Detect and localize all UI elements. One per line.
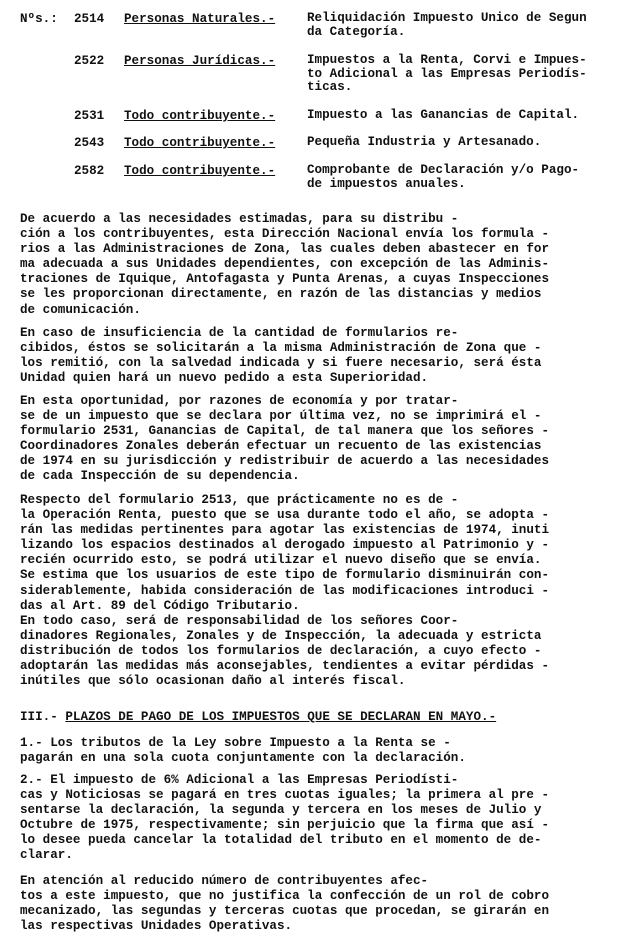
form-number: 2543 [74,136,105,150]
item-3: En atención al reducido número de contribuyentes afec- tos a este impuesto, que no justifica la confección de un rol de cobro mecanizado, las segundas y terceras cuotas que procedan, se girarán en las respectivas Unidades Operativas. [20,874,550,934]
form-description: Comprobante de Declaración y/o Pago- de impuestos anuales. [307,163,580,191]
paragraph-form-2513: Respecto del formulario 2513, que prácticamente no es de - la Operación Renta, puesto que se usa durante todo el año, se adopta - rán las medidas pertinentes para agotar las existencias de 1974, inuti lizando los espacios destinados al derogado impuesto al Patrimonio y - recién ocurrido esto, se podrá utilizar el nuevo diseño que se envía. Se estima que los usuarios de este tipo de formulario disminuirán con- siderablemente, habida consideración de las modificaciones introduci - das al Art. 89 del Código Tributario. [20,493,550,613]
form-category: Todo contribuyente.- [124,109,276,123]
paragraph-insufficiency: En caso de insuficiencia de la cantidad de formularios re- cibidos, éstos se solicitarán a la misma Administración de Zona que - los remitió, con la salvedad indicada y si fuere necesario, será ésta Unidad quien hará un nuevo pedido a esta Superioridad. [20,326,542,386]
section-title: PLAZOS DE PAGO DE LOS IMPUESTOS QUE SE DECLARAN EN MAYO.- [65,710,497,724]
section-heading [20,710,496,724]
form-number: 2522 [74,54,105,68]
form-number: 2531 [74,109,105,123]
paragraph-form-2531: En esta oportunidad, por razones de economía y por tratar- se de un impuesto que se declara por última vez, no se imprimirá el - formulario 2531, Ganancias de Capital, de tal manera que los señores - Coordinadores Zonales deberán efectuar un recuento de las existencias de 1974 en su jurisdicción y redistribuir de acuerdo a las necesidades de cada Inspección de su dependencia. [20,394,550,484]
form-category: Personas Naturales.- [124,12,276,26]
form-number: 2514 [74,12,105,26]
item-2: 2.- El impuesto de 6% Adicional a las Empresas Periodísti- cas y Noticiosas se pagará en tres cuotas iguales; la primera al pre - sentarse la declaración, la segunda y tercera en los meses de Julio y Octubre de 1975, respectivamente; sin perjuicio que la firma que así - lo desee pueda cancelar la totalidad del tributo en el momento de de- clarar. [20,773,550,863]
form-category: Todo contribuyente.- [124,136,276,150]
section-numeral: III.- [20,710,58,724]
form-category: Todo contribuyente.- [124,164,276,178]
form-number: 2582 [74,164,105,178]
form-category: Personas Jurídicas.- [124,54,276,68]
form-number-prefix: Nºs.: [20,12,58,26]
form-description: Impuesto a las Ganancias de Capital. [307,108,580,122]
item-1: 1.- Los tributos de la Ley sobre Impuesto a la Renta se - pagarán en una sola cuota conjuntamente con la declaración. [20,736,466,766]
form-description: Pequeña Industria y Artesanado. [307,135,542,149]
form-description: Reliquidación Impuesto Unico de Segun da Categoría. [307,11,587,39]
paragraph-distribution: De acuerdo a las necesidades estimadas, para su distribu - ción a los contribuyentes, esta Dirección Nacional envía los formula - rios a las Administraciones de Zona, las cuales deben abastecer en for ma adecuada a sus Unidades dependientes, con excepción de las Adminis- traciones de Iquique, Antofagasta y Punta Arenas, a cuyas Inspecciones se les proporcionan directamente, en razón de las distancias y medios de comunicación. [20,212,550,317]
form-description: Impuestos a la Renta, Corvi e Impues- to Adicional a las Empresas Periodís- ticas. [307,53,587,94]
paragraph-responsibility: En todo caso, será de responsabilidad de los señores Coor- dinadores Regionales, Zonales y de Inspección, la adecuada y estricta distribución de todos los formularios de declaración, a cuyo efecto - adoptarán las medidas más aconsejables, tendientes a evitar pérdidas - inútiles que sólo ocasionan daño al interés fiscal. [20,614,550,689]
